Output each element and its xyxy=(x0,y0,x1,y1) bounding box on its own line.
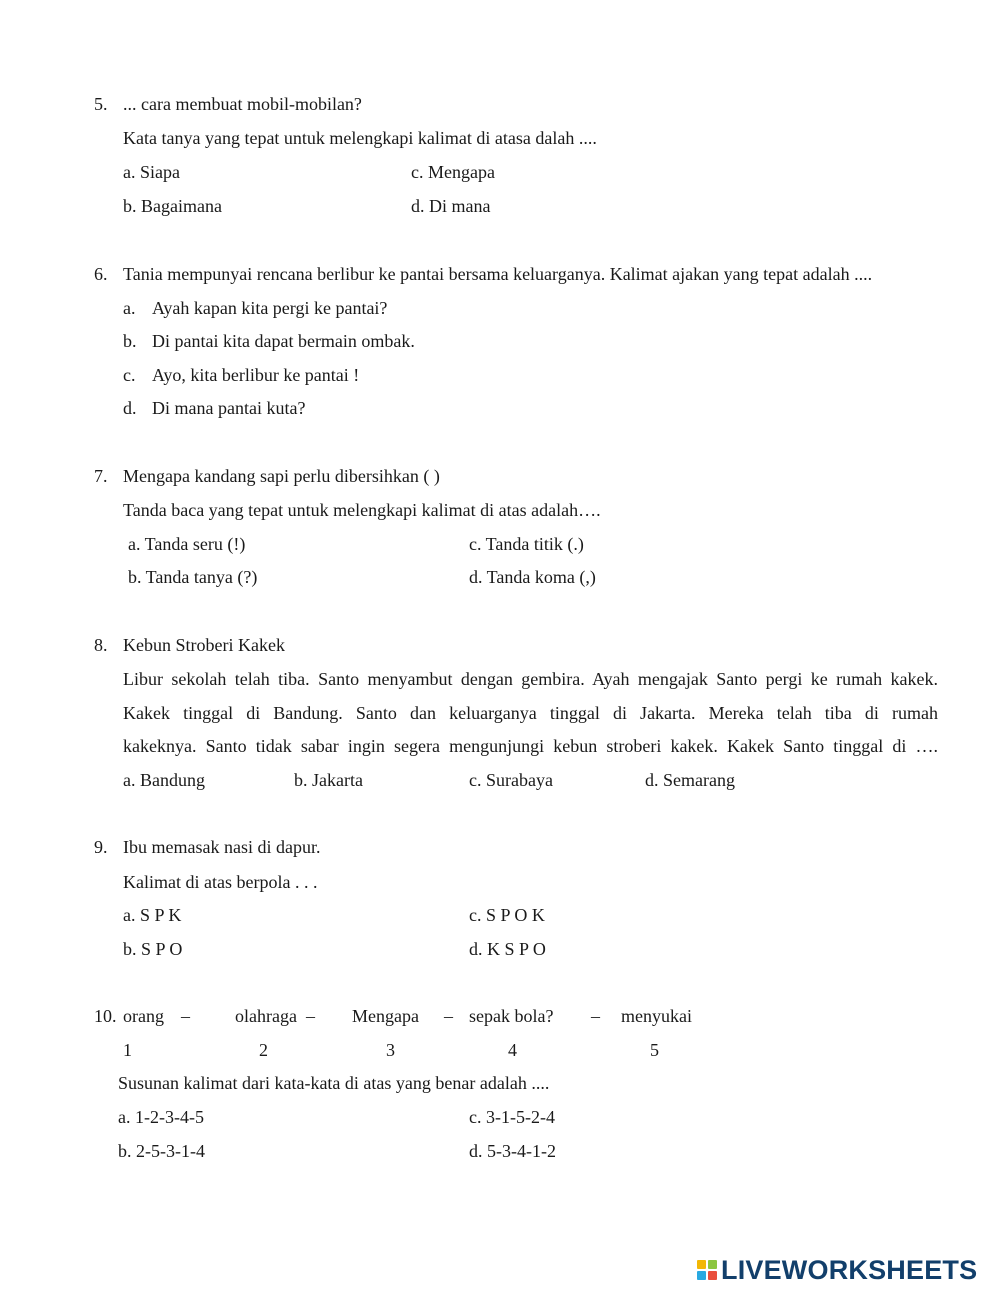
question-stem: Tania mempunyai rencana berlibur ke pantai bersama keluarganya. Kalimat ajakan yang tepat adalah .... xyxy=(123,264,873,284)
option-d-text: Di mana pantai kuta? xyxy=(152,398,306,418)
question-stem: Ibu memasak nasi di dapur. xyxy=(123,837,321,857)
word-3: Mengapa xyxy=(352,1006,419,1026)
passage-line: Kakek tinggal di Bandung. Santo dan keluarganya tinggal di Jakarta. Mereka telah tiba di rumah xyxy=(123,703,938,723)
option-a: a. 1-2-3-4-5 xyxy=(118,1107,204,1127)
option-c: c. Mengapa xyxy=(411,162,495,182)
option-c: c. 3-1-5-2-4 xyxy=(469,1107,555,1127)
word-separator: – xyxy=(306,1006,315,1026)
question-number: 6. xyxy=(94,264,108,284)
option-c-letter: c. xyxy=(123,365,136,385)
option-a: a. S P K xyxy=(123,905,182,925)
word-separator: – xyxy=(181,1006,190,1026)
option-d: d. K S P O xyxy=(469,939,546,959)
option-a: a. Tanda seru (!) xyxy=(128,534,246,554)
word-separator: – xyxy=(591,1006,600,1026)
option-a: a. Bandung xyxy=(123,770,205,790)
option-d: d. Semarang xyxy=(645,770,735,790)
word-index-2: 2 xyxy=(259,1040,268,1060)
word-index-1: 1 xyxy=(123,1040,132,1060)
passage-title: Kebun Stroberi Kakek xyxy=(123,635,285,655)
question-instruction: Tanda baca yang tepat untuk melengkapi kalimat di atas adalah…. xyxy=(123,500,601,520)
question-instruction: Susunan kalimat dari kata-kata di atas yang benar adalah .... xyxy=(118,1073,550,1093)
option-c-text: Ayo, kita berlibur ke pantai ! xyxy=(152,365,360,385)
word-separator: – xyxy=(444,1006,453,1026)
question-instruction: Kalimat di atas berpola . . . xyxy=(123,872,318,892)
word-index-5: 5 xyxy=(650,1040,659,1060)
question-number: 7. xyxy=(94,466,108,486)
option-d: d. Di mana xyxy=(411,196,491,216)
option-b-letter: b. xyxy=(123,331,137,351)
option-b: b. Bagaimana xyxy=(123,196,222,216)
option-c: c. Surabaya xyxy=(469,770,553,790)
option-d: d. 5-3-4-1-2 xyxy=(469,1141,556,1161)
question-instruction: Kata tanya yang tepat untuk melengkapi kalimat di atasa dalah .... xyxy=(123,128,597,148)
word-4: sepak bola? xyxy=(469,1006,554,1026)
option-d-letter: d. xyxy=(123,398,137,418)
liveworksheets-logo xyxy=(697,1256,977,1284)
word-2: olahraga xyxy=(235,1006,297,1026)
word-index-3: 3 xyxy=(386,1040,395,1060)
word-1: orang xyxy=(123,1006,164,1026)
question-number: 8. xyxy=(94,635,108,655)
question-number: 9. xyxy=(94,837,108,857)
option-b-text: Di pantai kita dapat bermain ombak. xyxy=(152,331,415,351)
option-b: b. 2-5-3-1-4 xyxy=(118,1141,205,1161)
passage-line: kakeknya. Santo tidak sabar ingin segera mengunjungi kebun stroberi kakek. Kakek Santo tinggal di …. xyxy=(123,736,938,756)
word-5: menyukai xyxy=(621,1006,692,1026)
option-c: c. Tanda titik (.) xyxy=(469,534,584,554)
option-a-text: Ayah kapan kita pergi ke pantai? xyxy=(152,298,388,318)
option-a-letter: a. xyxy=(123,298,136,318)
question-number: 5. xyxy=(94,94,108,114)
passage-line: Libur sekolah telah tiba. Santo menyambut dengan gembira. Ayah mengajak Santo pergi ke rumah kakek. xyxy=(123,669,938,689)
brand-name: LIVEWORKSHEETS xyxy=(721,1254,978,1285)
option-b: b. S P O xyxy=(123,939,183,959)
liveworksheets-logo-icon xyxy=(697,1260,717,1280)
option-b: b. Jakarta xyxy=(294,770,363,790)
question-stem: Mengapa kandang sapi perlu dibersihkan ( ) xyxy=(123,466,440,486)
option-a: a. Siapa xyxy=(123,162,180,182)
option-d: d. Tanda koma (,) xyxy=(469,567,596,587)
question-stem: ... cara membuat mobil-mobilan? xyxy=(123,94,362,114)
question-number: 10. xyxy=(94,1006,117,1026)
word-index-4: 4 xyxy=(508,1040,517,1060)
option-c: c. S P O K xyxy=(469,905,545,925)
option-b: b. Tanda tanya (?) xyxy=(128,567,258,587)
